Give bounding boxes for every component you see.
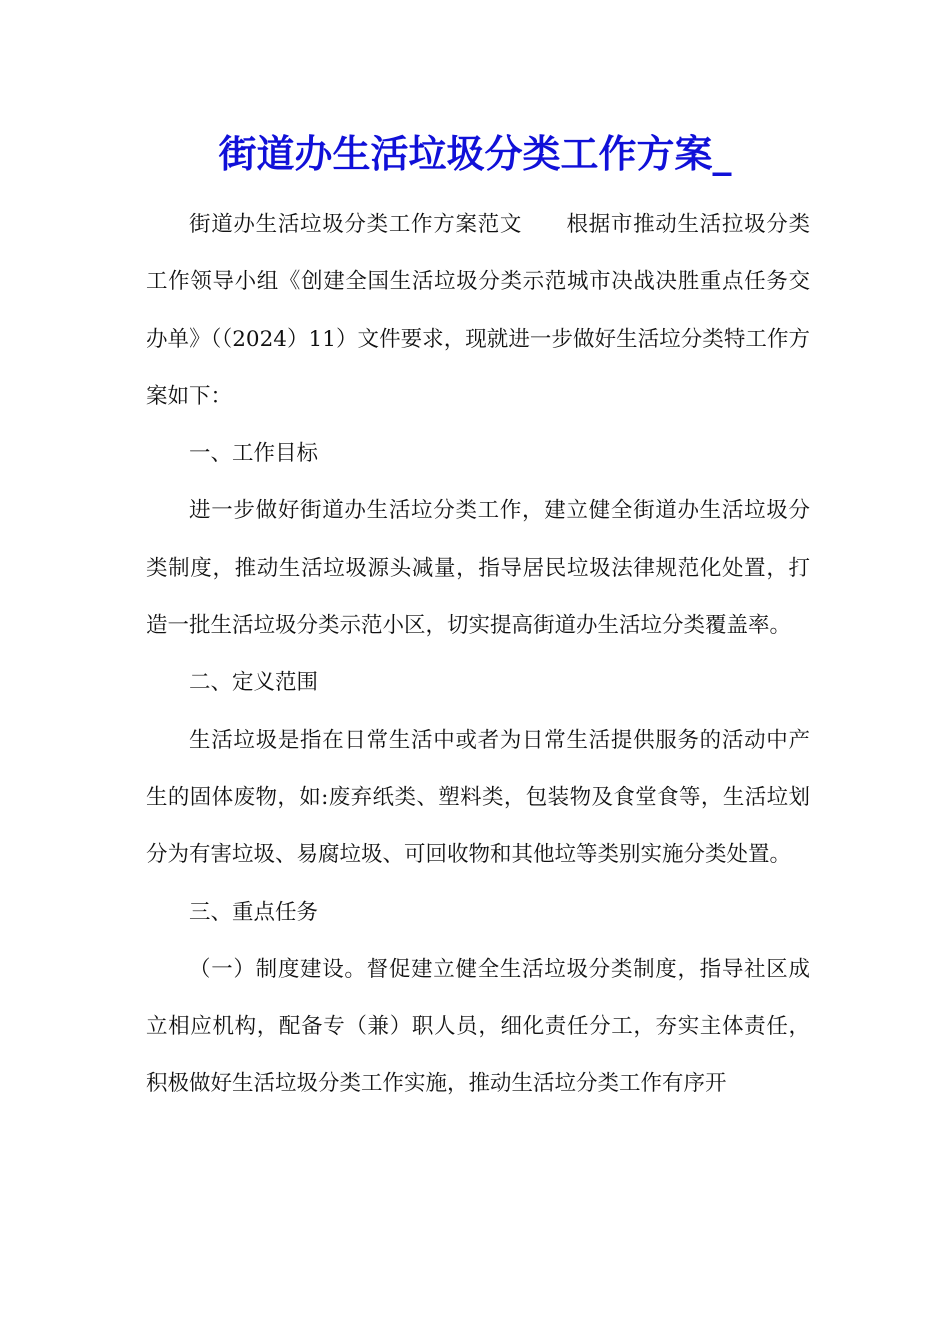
scope-paragraph: 生活垃圾是指在日常生活中或者为日常生活提供服务的活动中产生的固体废物，如:废弃纸类、塑料类，包装物及食堂食等，生活垃划分为有害垃圾、易腐垃圾、可回收物和其他垃等类别实施分类处置。 <box>146 727 810 868</box>
section-heading-scope: 二、定义范围 <box>189 670 319 696</box>
tasks-paragraph: （一）制度建设。督促建立健全生活垃圾分类制度，指导社区成立相应机构，配备专（兼）职人员，细化责任分工，夯实主体责任，积极做好生活垃圾分类工作实施，推动生活垃分类工作有序开 <box>146 956 810 1097</box>
goals-paragraph: 进一步做好街道办生活垃分类工作，建立健全街道办生活垃圾分类制度，推动生活垃圾源头减量，指导居民垃圾法律规范化处置，打造一批生活垃圾分类示范小区，切实提高街道办生活垃分类覆盖率。 <box>146 498 810 639</box>
section-heading-tasks: 三、重点任务 <box>189 899 319 925</box>
section-heading-goals: 一、工作目标 <box>189 441 319 467</box>
document-title: 街道办生活垃圾分类工作方案_ <box>218 131 732 176</box>
document-body <box>146 196 810 1113</box>
intro-paragraph: 街道办生活垃圾分类工作方案范文 根据市推动生活拉圾分类工作领导小组《创建全国生活垃圾分类示范城市决战决胜重点任务交办单》（（2024）11）文件要求，现就进一步做好生活垃分类特工作方案如下： <box>146 212 810 409</box>
